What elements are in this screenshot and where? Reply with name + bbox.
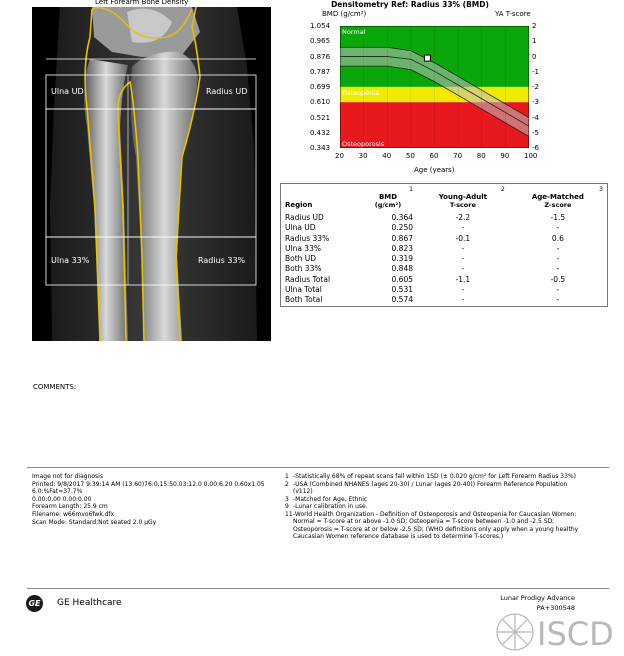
cell-z-score: 0.6 — [551, 233, 564, 243]
forearm-xray-image — [32, 7, 271, 341]
table-row — [281, 285, 608, 295]
brand-name: GE Healthcare — [57, 598, 122, 608]
footnote-item — [285, 473, 585, 481]
table-row — [281, 295, 608, 306]
cell-region: Radius UD — [285, 213, 324, 222]
cell-region: Radius Total — [285, 274, 331, 284]
cell-z-score: - — [556, 254, 560, 264]
cell-region: Radius 33% — [285, 233, 330, 243]
cell-z-score: - — [556, 264, 560, 274]
x-tick-label: 90 — [500, 152, 510, 160]
chart-t-score-label: YA T-score — [495, 10, 531, 18]
y-tick-label: 0.876 — [310, 52, 331, 61]
footnote-text: -Matched for Age, Ethnic — [293, 495, 368, 503]
zone-label-osteoporosis: Osteoporosis — [342, 140, 385, 148]
footnote-text: -Lunar calibration in use. — [293, 503, 368, 510]
t-tick-label: -2 — [532, 83, 539, 91]
scan-info-line: Image not for diagnosis — [32, 473, 103, 480]
zone-label-osteopenia: Osteopenia — [342, 88, 380, 97]
footnote-key: 3 — [285, 495, 289, 503]
isc-text: ISCD — [537, 615, 614, 652]
table-row — [281, 275, 608, 285]
scan-info-line: Printed: 9/8/2017 9:39:14 AM (13.60)76:0.15:50.03:12.0 0.00:6.20 0.60x1.05 — [32, 480, 265, 488]
divider-top — [27, 467, 609, 468]
footnote-key: 9 — [285, 503, 289, 510]
device-name: Lunar Prodigy Advance — [500, 594, 575, 602]
footnote-text: -USA (Combined NHANES (ages 20-30) / Lunar (ages 20-40)) Forearm Reference Population (v112) — [293, 480, 568, 495]
y-tick-label: 0.699 — [310, 83, 331, 91]
y-tick-label: 0.610 — [310, 98, 331, 107]
header-z-label: Age-Matched — [531, 193, 584, 201]
cell-t-score: - — [461, 254, 465, 264]
cell-bmd: 0.848 — [391, 264, 413, 274]
t-tick-label: -6 — [532, 144, 539, 152]
cell-region: Both UD — [285, 254, 317, 264]
roi-label-radius-ud: Radius UD — [206, 87, 248, 96]
footnote-text: -Statistically 68% of repeat scans fall within 1SD (± 0.020 g/cm² for Left Forearm Radius 33%) — [293, 473, 576, 480]
t-tick-label: -5 — [532, 128, 539, 137]
isc-watermark — [495, 612, 619, 652]
x-tick-label: 60 — [429, 152, 439, 160]
cell-bmd: 0.364 — [391, 213, 413, 222]
footnote-key: 1 — [285, 473, 289, 480]
roi-label-radius-33: Radius 33% — [198, 256, 246, 265]
cell-bmd: 0.823 — [391, 243, 413, 253]
chart-plot-area — [340, 26, 529, 148]
ge-logo-icon: GE — [26, 595, 43, 612]
footnote-key: 11 — [285, 510, 293, 518]
isc-watermark-graphic — [495, 612, 619, 652]
comments-label: COMMENTS: — [33, 383, 77, 391]
chart-x-axis-label: Age (years) — [414, 166, 455, 174]
table-body — [281, 213, 608, 306]
cell-region: Ulna Total — [285, 285, 322, 295]
scan-info-line: Forearm Length: 25.9 cm — [32, 503, 108, 511]
roi-label-ulna-33: Ulna 33% — [51, 256, 90, 265]
scan-info-line: Filename: w66mvo6fwk.dfx — [32, 510, 115, 518]
image-title: Left Forearm Bone Density — [95, 0, 189, 6]
y-tick-label: 0.787 — [310, 67, 331, 76]
t-tick-label: -4 — [532, 113, 539, 122]
table-header-row — [281, 184, 608, 214]
cell-t-score: - — [461, 264, 465, 274]
footnote-item — [285, 511, 585, 541]
zone-label-normal: Normal — [342, 28, 366, 36]
table-row — [281, 234, 608, 244]
cell-t-score: - — [461, 285, 465, 295]
t-tick-label: -1 — [532, 67, 539, 76]
chart-title: Densitometry Ref: Radius 33% (BMD) — [331, 0, 489, 9]
scan-info-line: 0.00:0.00 0.00:0.00 — [32, 495, 92, 503]
x-tick-label: 70 — [453, 152, 463, 160]
y-tick-label: 0.343 — [310, 144, 331, 152]
x-tick-label: 80 — [476, 152, 486, 160]
cell-region: Both Total — [285, 295, 323, 305]
footnote-item — [285, 503, 585, 511]
header-t-label: Young-Adult — [438, 193, 488, 201]
footnote-item — [285, 481, 585, 496]
x-tick-label: 50 — [405, 152, 415, 160]
x-tick-label: 100 — [524, 152, 538, 160]
patient-point-marker — [424, 55, 430, 61]
header-bmd: 1 BMD (g/cm²) — [359, 184, 417, 214]
table-row — [281, 213, 608, 223]
header-t-sub: T-score — [449, 201, 476, 209]
header-region: Region — [285, 201, 313, 209]
y-tick-label: 0.432 — [310, 128, 331, 137]
cell-t-score: - — [461, 243, 465, 253]
scan-info — [32, 473, 272, 526]
cell-t-score: -2.2 — [455, 213, 471, 222]
table-row — [281, 264, 608, 274]
cell-t-score: -0.1 — [455, 233, 471, 243]
y-tick-label: 1.054 — [310, 22, 331, 30]
header-bmd-unit: (g/cm²) — [374, 201, 402, 209]
cell-bmd: 0.319 — [391, 254, 413, 264]
cell-t-score: - — [461, 223, 465, 233]
cell-bmd: 0.867 — [391, 233, 413, 243]
header-t-score: 2 Young-Adult T-score — [417, 184, 509, 214]
footnotes — [285, 473, 585, 541]
y-tick-label: 0.965 — [310, 37, 331, 46]
footnote-text: -World Health Organization - Definition of Osteoporosis and Osteopenia for Caucasian Women: Normal = T-score at or above -1.0 SD; Osteopenia = T-score between -1.0 and -2.5 SD; Osteoporosis = T-score at or below -2.5 SD; (WHO definitions only apply when a young healthy Caucasian Women reference database is used to determine T-scores.) — [293, 510, 579, 540]
device-info — [500, 593, 575, 613]
header-z-sub: Z-score — [544, 201, 572, 209]
cell-t-score: - — [461, 295, 465, 305]
cell-bmd: 0.605 — [391, 274, 413, 284]
divider-bottom — [27, 588, 609, 589]
header-z-score: 3 Age-Matched Z-score — [509, 184, 608, 214]
t-tick-label: -3 — [532, 98, 539, 107]
cell-z-score: -0.5 — [550, 274, 566, 284]
cell-region: Ulna 33% — [285, 243, 321, 253]
bmd-results-table — [280, 183, 608, 307]
table-row — [281, 244, 608, 254]
cell-z-score: - — [556, 295, 560, 305]
y-tick-label: 0.521 — [310, 113, 331, 122]
cell-bmd: 0.574 — [391, 295, 413, 305]
t-tick-label: 1 — [532, 37, 537, 46]
cell-z-score: - — [556, 223, 560, 233]
t-tick-label: 2 — [532, 22, 537, 30]
scan-info-line: Scan Mode: Standard;Not seated 2.0 µGy — [32, 518, 157, 526]
cell-bmd: 0.531 — [391, 285, 413, 295]
x-tick-label: 40 — [382, 152, 392, 160]
t-tick-label: 0 — [532, 52, 537, 61]
table-row — [281, 254, 608, 264]
cell-t-score: -1.1 — [455, 274, 471, 284]
densitometry-chart — [340, 26, 529, 148]
scan-info-line: 6.0:%Fat=37.7% — [32, 488, 83, 496]
device-id: PA+300548 — [536, 604, 575, 612]
cell-z-score: -1.5 — [550, 213, 566, 222]
cell-region: Ulna UD — [285, 223, 316, 233]
x-tick-label: 20 — [335, 152, 344, 160]
table-row — [281, 223, 608, 233]
header-bmd-label: BMD — [378, 193, 398, 201]
roi-label-ulna-ud: Ulna UD — [51, 87, 84, 96]
footnote-item — [285, 496, 585, 504]
footnote-key: 2 — [285, 480, 289, 488]
cell-z-score: - — [556, 243, 560, 253]
x-tick-label: 30 — [358, 152, 368, 160]
cell-z-score: - — [556, 285, 560, 295]
cell-bmd: 0.250 — [391, 223, 413, 233]
forearm-xray-graphic — [32, 7, 271, 341]
cell-region: Both 33% — [285, 264, 322, 274]
chart-y-axis-label: BMD (g/cm²) — [322, 10, 367, 18]
